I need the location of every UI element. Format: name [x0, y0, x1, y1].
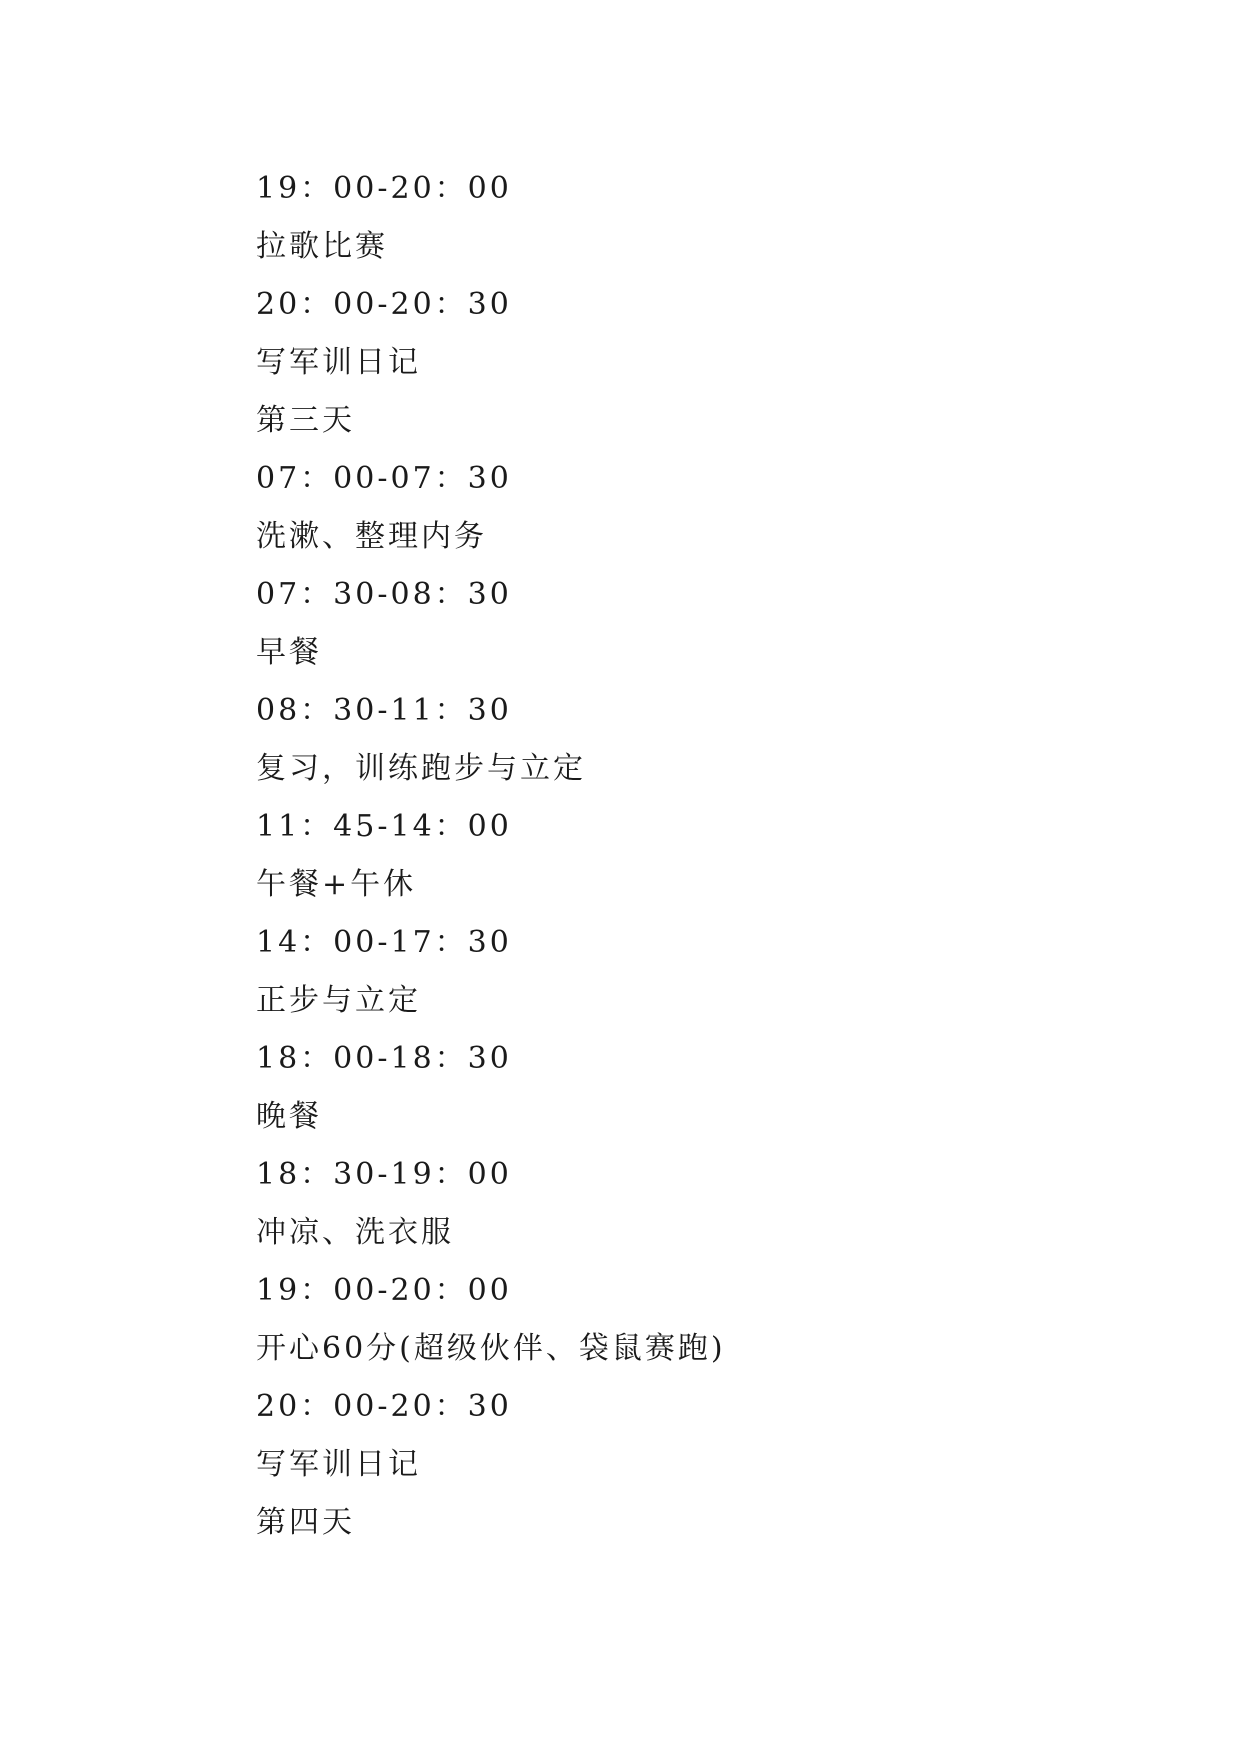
activity: 正步与立定	[256, 983, 421, 1018]
time-slot: 19：00-20：00	[256, 171, 512, 206]
time-slot: 20：00-20：30	[256, 287, 512, 322]
activity: 冲凉、洗衣服	[256, 1215, 454, 1250]
activity: 写军训日记	[256, 1447, 421, 1482]
day-heading: 第三天	[256, 403, 355, 438]
time-slot: 08：30-11：30	[256, 693, 512, 728]
activity: 开心60分(超级伙伴、袋鼠赛跑)	[256, 1331, 726, 1366]
activity: 复习，训练跑步与立定	[256, 751, 586, 786]
time-slot: 18：00-18：30	[256, 1041, 512, 1076]
activity: 午餐+午休	[256, 867, 417, 902]
time-slot: 11：45-14：00	[256, 809, 512, 844]
activity: 早餐	[256, 635, 322, 670]
activity: 写军训日记	[256, 345, 421, 380]
day-heading: 第四天	[256, 1505, 355, 1540]
time-slot: 07：30-08：30	[256, 577, 512, 612]
time-slot: 19：00-20：00	[256, 1273, 512, 1308]
time-slot: 07：00-07：30	[256, 461, 512, 496]
activity: 晚餐	[256, 1099, 322, 1134]
activity: 拉歌比赛	[256, 229, 388, 264]
time-slot: 20：00-20：30	[256, 1389, 512, 1424]
time-slot: 14：00-17：30	[256, 925, 512, 960]
time-slot: 18：30-19：00	[256, 1157, 512, 1192]
activity: 洗漱、整理内务	[256, 519, 487, 554]
schedule-content	[256, 160, 1156, 1552]
